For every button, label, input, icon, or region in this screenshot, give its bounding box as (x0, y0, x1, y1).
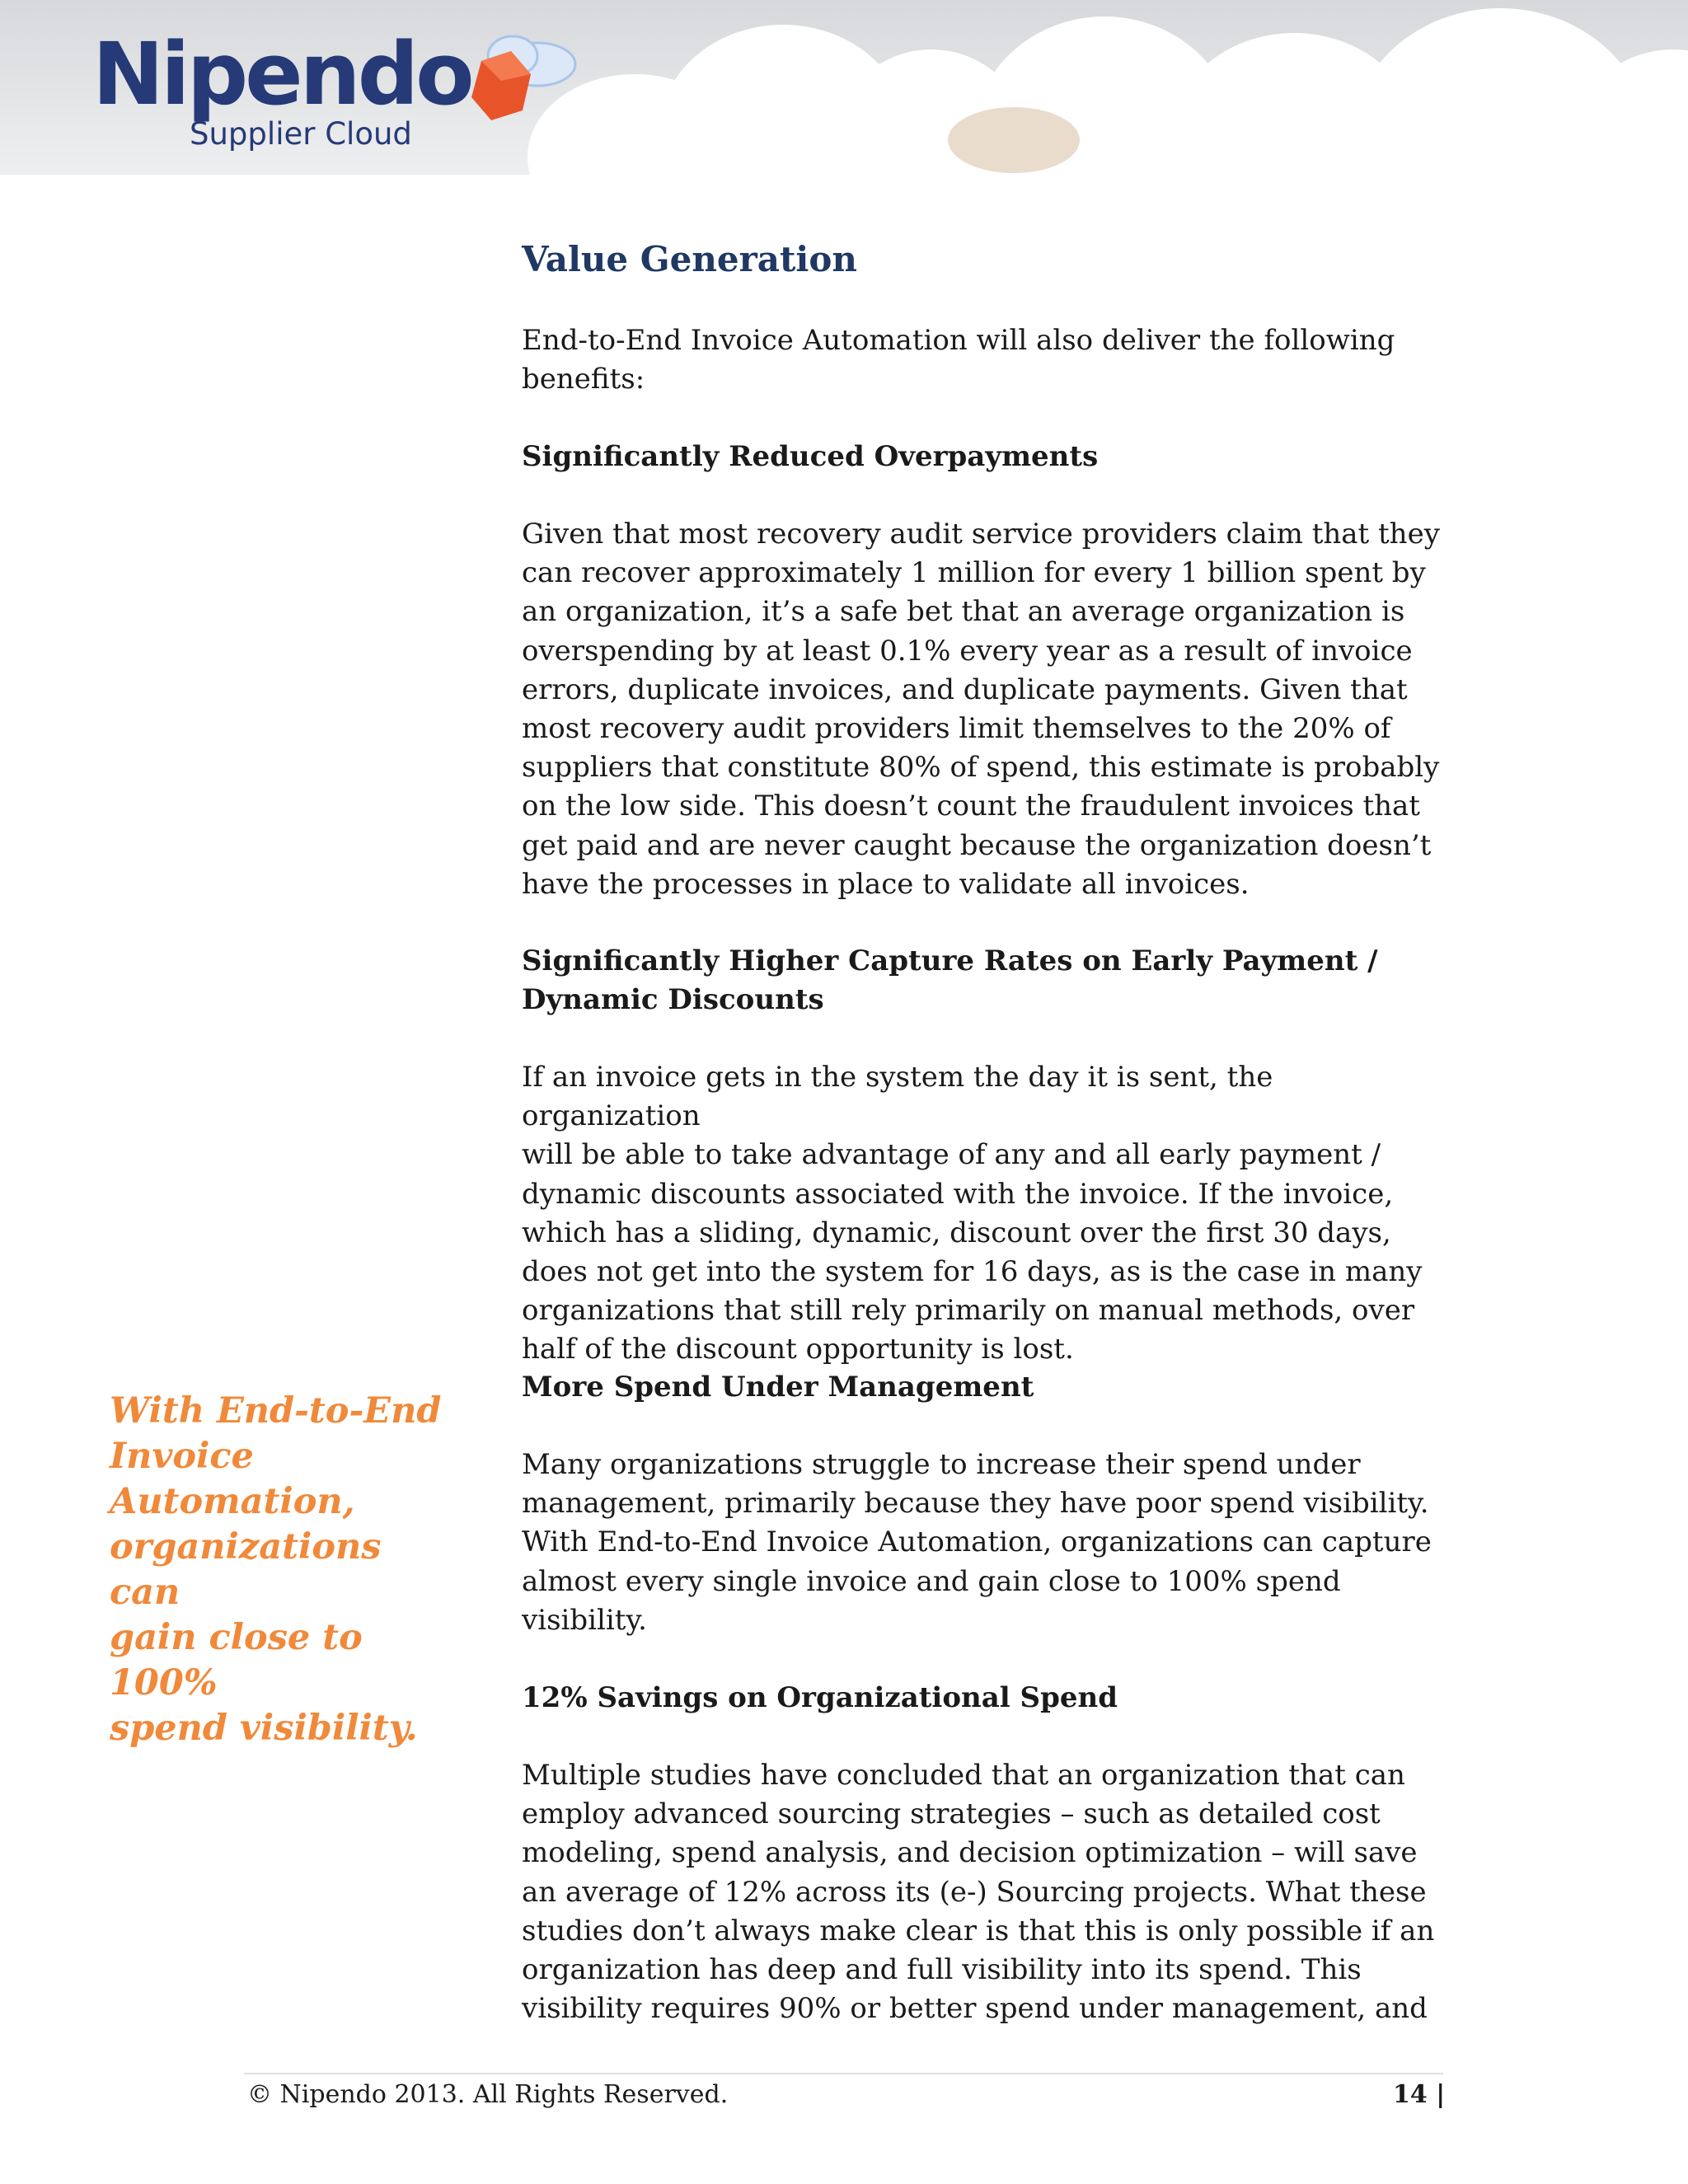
pull-quote-line: organizations can (110, 1526, 382, 1613)
text-line: Given that most recovery audit service providers claim that they (522, 518, 1440, 551)
pull-quote-line: Invoice (110, 1436, 254, 1477)
logo-hexagon-cloud-icon (430, 31, 579, 130)
heading-line: Significantly Reduced Overpayments (522, 440, 1099, 473)
cloud-shadow (948, 107, 1080, 173)
text-line: an average of 12% across its (e-) Sourcing projects. What these (522, 1875, 1427, 1909)
text-line: suppliers that constitute 80% of spend, this estimate is probably (522, 751, 1440, 785)
text-line: most recovery audit providers limit themselves to the 20% of (522, 712, 1391, 746)
text-line: will be able to take advantage of any and all early payment / (522, 1138, 1381, 1172)
text-line: studies don’t always make clear is that this is only possible if an (522, 1914, 1435, 1947)
text-line: visibility requires 90% or better spend under management, and (522, 1992, 1428, 2026)
text-line: organizations that still rely primarily on manual methods, over (522, 1294, 1415, 1328)
section-heading (522, 1368, 1445, 1407)
text-line: With End-to-End Invoice Automation, organizations can capture (522, 1526, 1432, 1559)
section-body (522, 1058, 1445, 1370)
text-line: half of the discount opportunity is lost. (522, 1333, 1074, 1366)
text-line: on the low side. This doesn’t count the fraudulent invoices that (522, 790, 1420, 823)
footer-divider (244, 2073, 1443, 2074)
logo-subtitle: Supplier Cloud (190, 116, 412, 152)
section-heading (522, 438, 1445, 476)
section-heading (522, 942, 1445, 1019)
text-line: an organization, it’s a safe bet that an average organization is (522, 595, 1405, 629)
text-line: management, primarily because they have poor spend visibility. (522, 1487, 1429, 1521)
text-line: have the processes in place to validate all invoices. (522, 867, 1250, 901)
text-line: End-to-End Invoice Automation will also deliver the following (522, 324, 1395, 357)
text-line: benefits: (522, 363, 645, 396)
text-line: can recover approximately 1 million for every 1 billion spent by (522, 556, 1426, 590)
heading-line: Dynamic Discounts (522, 983, 824, 1017)
text-line: overspending by at least 0.1% every year as a result of invoice (522, 634, 1413, 668)
heading-line: 12% Savings on Organizational Spend (522, 1681, 1118, 1714)
text-line: Multiple studies have concluded that an organization that can (522, 1759, 1405, 1792)
pull-quote-line: With End-to-End (110, 1390, 442, 1432)
footer-copyright: © Nipendo 2013. All Rights Reserved. (247, 2080, 729, 2109)
text-line: employ advanced sourcing strategies – such as detailed cost (522, 1797, 1381, 1831)
section-body (522, 1446, 1445, 1640)
heading-line: More Spend Under Management (522, 1371, 1034, 1404)
text-line: Many organizations struggle to increase their spend under (522, 1448, 1361, 1481)
text-line: does not get into the system for 16 days, as is the case in many (522, 1255, 1423, 1289)
section-body (522, 1756, 1445, 2028)
text-line: dynamic discounts associated with the invoice. If the invoice, (522, 1177, 1394, 1211)
text-line: which has a sliding, dynamic, discount over the first 30 days, (522, 1216, 1391, 1249)
text-line: get paid and are never caught because the organization doesn’t (522, 828, 1432, 862)
text-line: If an invoice gets in the system the day it is sent, the organization (522, 1061, 1273, 1133)
pull-quote-line: gain close to 100% (110, 1617, 363, 1704)
pull-quote-line: Automation, (110, 1481, 355, 1522)
pull-quote (110, 1389, 456, 1751)
page-number: 14 | (1393, 2080, 1446, 2109)
section-title: Value Generation (522, 239, 857, 279)
pull-quote-line: spend visibility. (110, 1708, 418, 1749)
text-line: almost every single invoice and gain close to 100% spend (522, 1564, 1341, 1598)
text-line: errors, duplicate invoices, and duplicate payments. Given that (522, 673, 1408, 706)
text-line: organization has deep and full visibility into its spend. This (522, 1953, 1362, 1987)
header-banner (0, 0, 1688, 175)
text-line: modeling, spend analysis, and decision optimization – will save (522, 1836, 1418, 1870)
section-body (522, 515, 1445, 904)
logo-wordmark: Nipendo (92, 24, 471, 124)
section-heading (522, 1679, 1445, 1718)
text-line: visibility. (522, 1603, 647, 1637)
intro-paragraph (522, 321, 1445, 399)
heading-line: Significantly Higher Capture Rates on Early Payment / (522, 944, 1378, 977)
